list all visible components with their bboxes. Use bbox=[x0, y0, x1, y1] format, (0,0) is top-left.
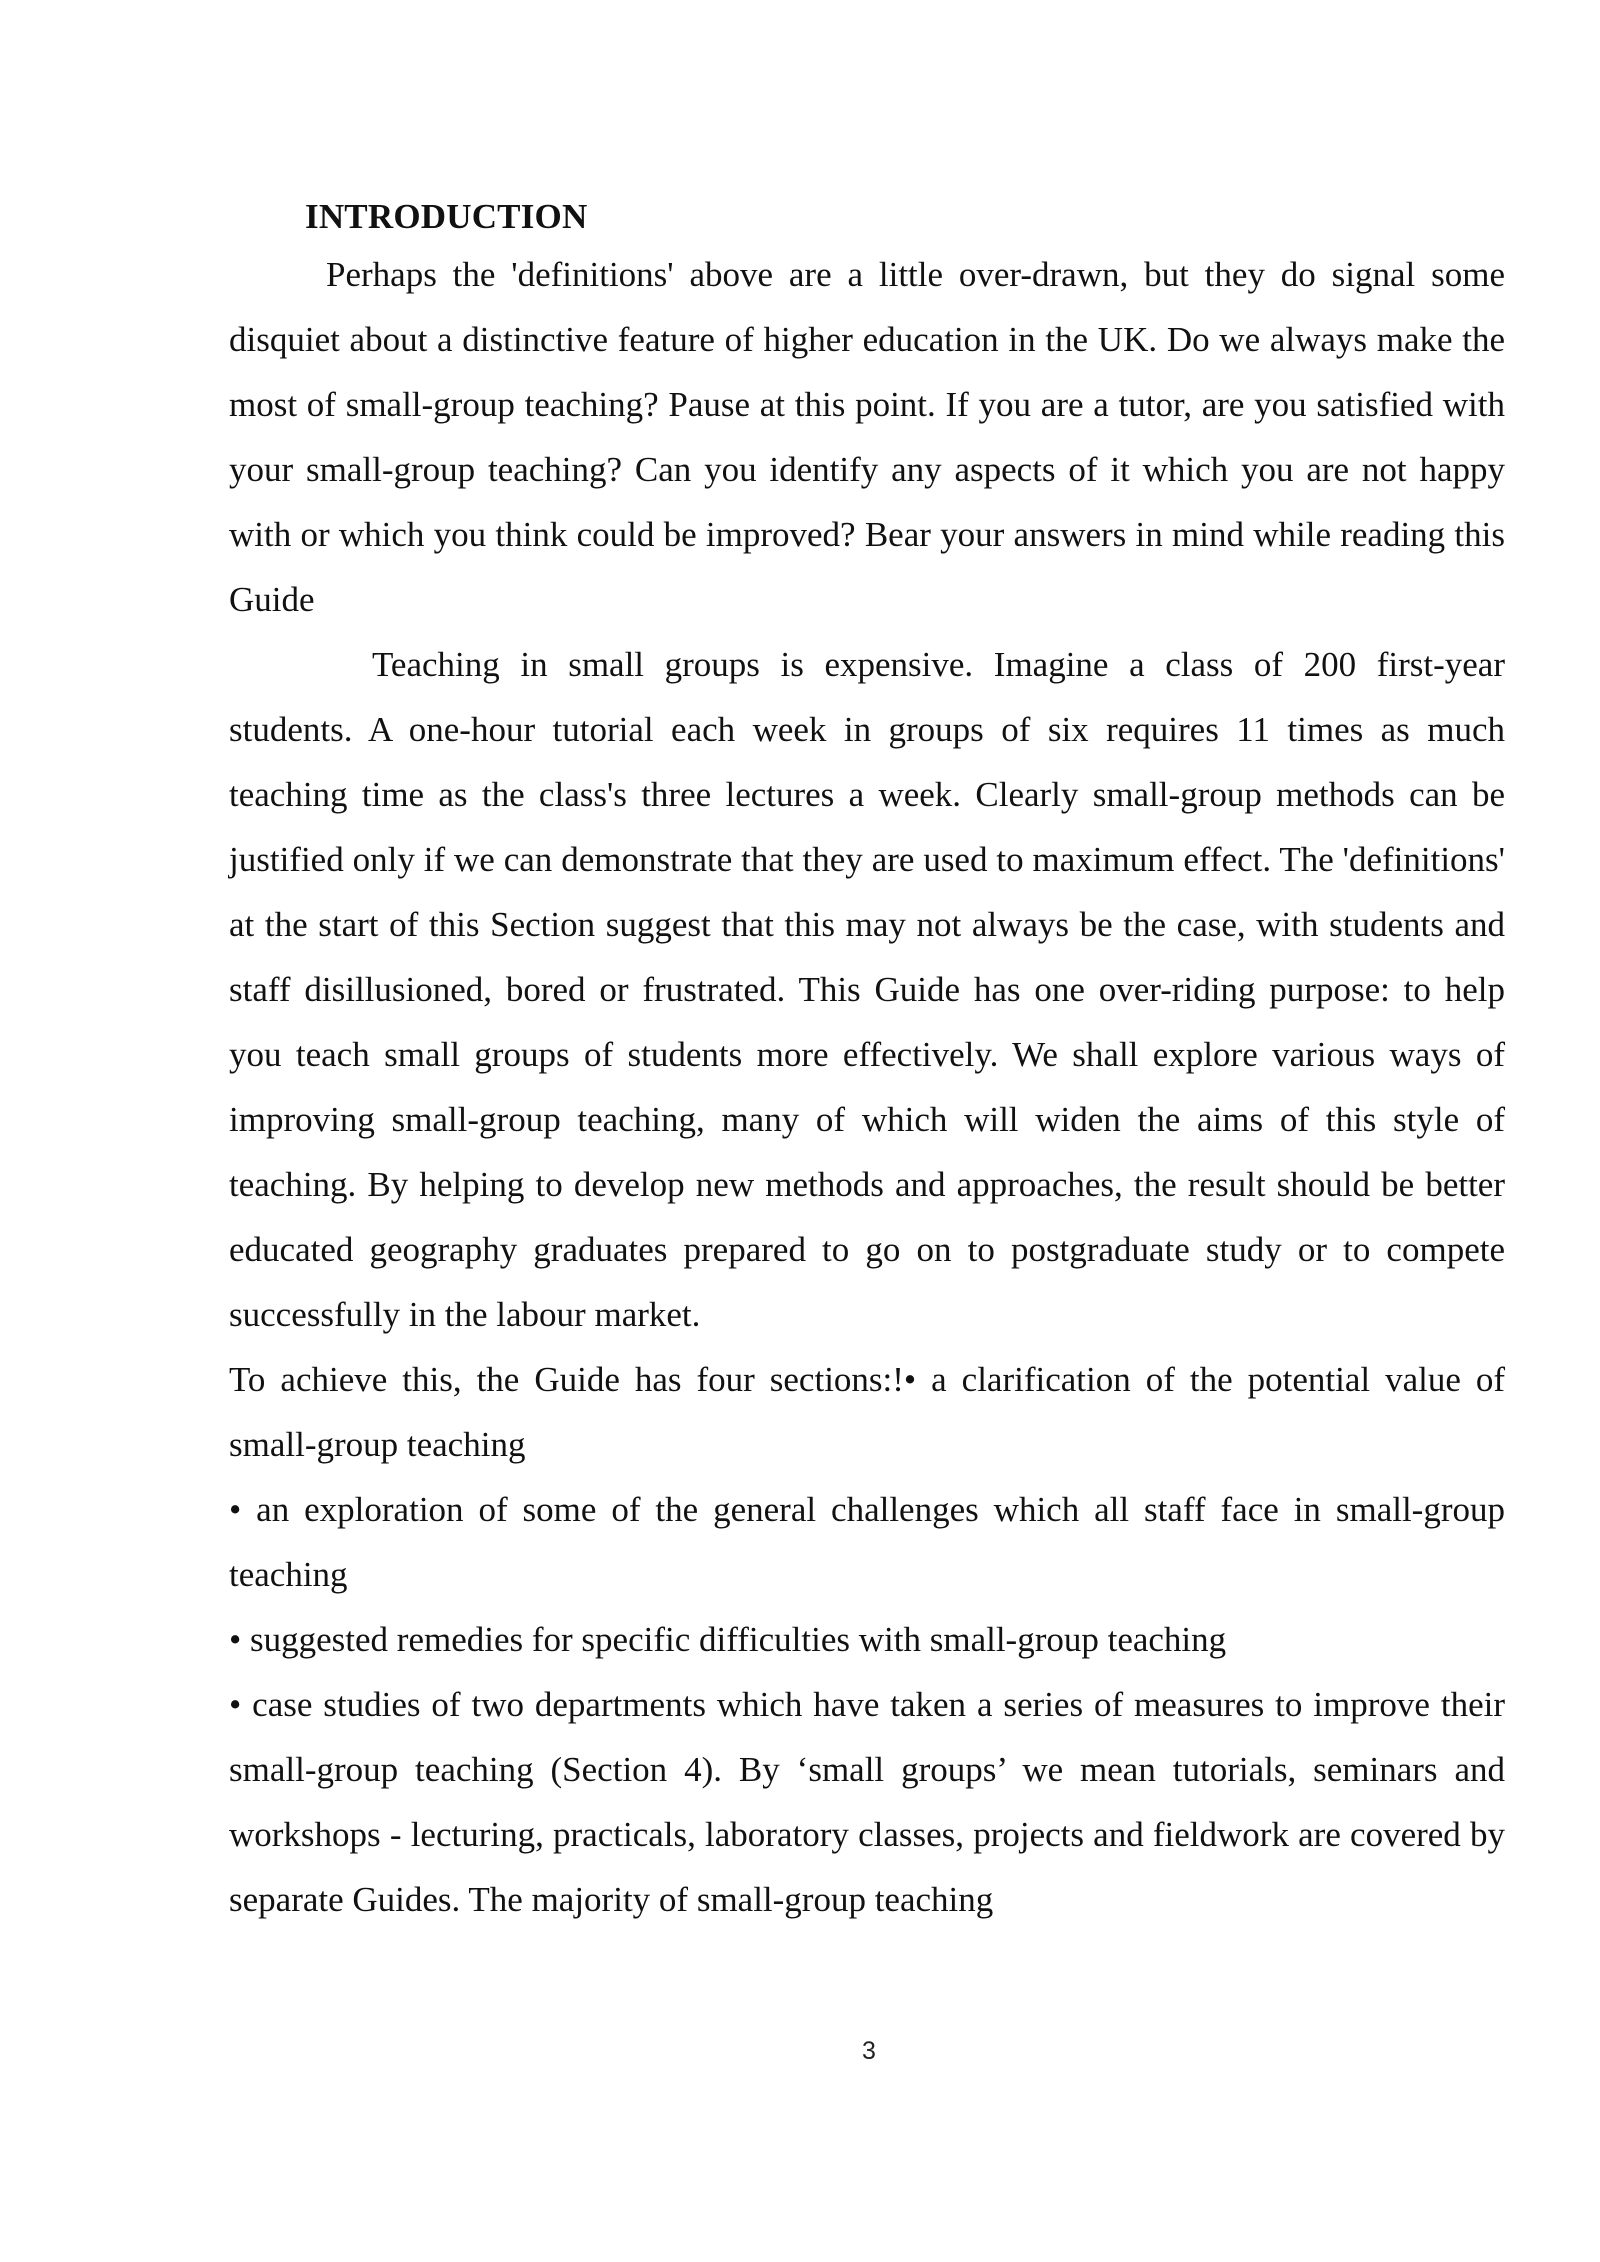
paragraph-sections-overview: To achieve this, the Guide has four sections:!• a clarification of the potential value of small-group teaching bbox=[229, 1360, 1505, 1464]
bullet-suggested-remedies: • suggested remedies for specific difficulties with small-group teaching bbox=[229, 1620, 1227, 1659]
page-number: 3 bbox=[862, 2037, 876, 2065]
section-heading: INTRODUCTION bbox=[305, 197, 588, 236]
bullet-general-challenges: • an exploration of some of the general challenges which all staff face in small-group teaching bbox=[229, 1490, 1505, 1594]
page-body bbox=[229, 192, 1505, 1932]
paragraph-cost: Teaching in small groups is expensive. Imagine a class of 200 first-year students. A one-hour tutorial each week in groups of six requires 11 times as much teaching time as the class's three lectures a week. Clearly small-group methods can be justified only if we can demonstrate that they are used to maximum effect. The 'definitions' at the start of this Section suggest that this may not always be the case, with students and staff disillusioned, bored or frustrated. This Guide has one over-riding purpose: to help you teach small groups of students more effectively. We shall explore various ways of improving small-group teaching, many of which will widen the aims of this style of teaching. By helping to develop new methods and approaches, the result should be better educated geography graduates prepared to go on to postgraduate study or to compete successfully in the labour market. bbox=[229, 645, 1505, 1334]
bullet-case-studies: • case studies of two departments which have taken a series of measures to improve their small-group teaching (Section 4). By ‘small groups’ we mean tutorials, seminars and workshops - lecturing, practicals, laboratory classes, projects and fieldwork are covered by separate Guides. The majority of small-group teaching bbox=[229, 1685, 1505, 1919]
paragraph-intro: Perhaps the 'definitions' above are a little over-drawn, but they do signal some disquiet about a distinctive feature of higher education in the UK. Do we always make the most of small-group teaching? Pause at this point. If you are a tutor, are you satisfied with your small-group teaching? Can you identify any aspects of it which you are not happy with or which you think could be improved? Bear your answers in mind while reading this Guide bbox=[229, 255, 1505, 619]
